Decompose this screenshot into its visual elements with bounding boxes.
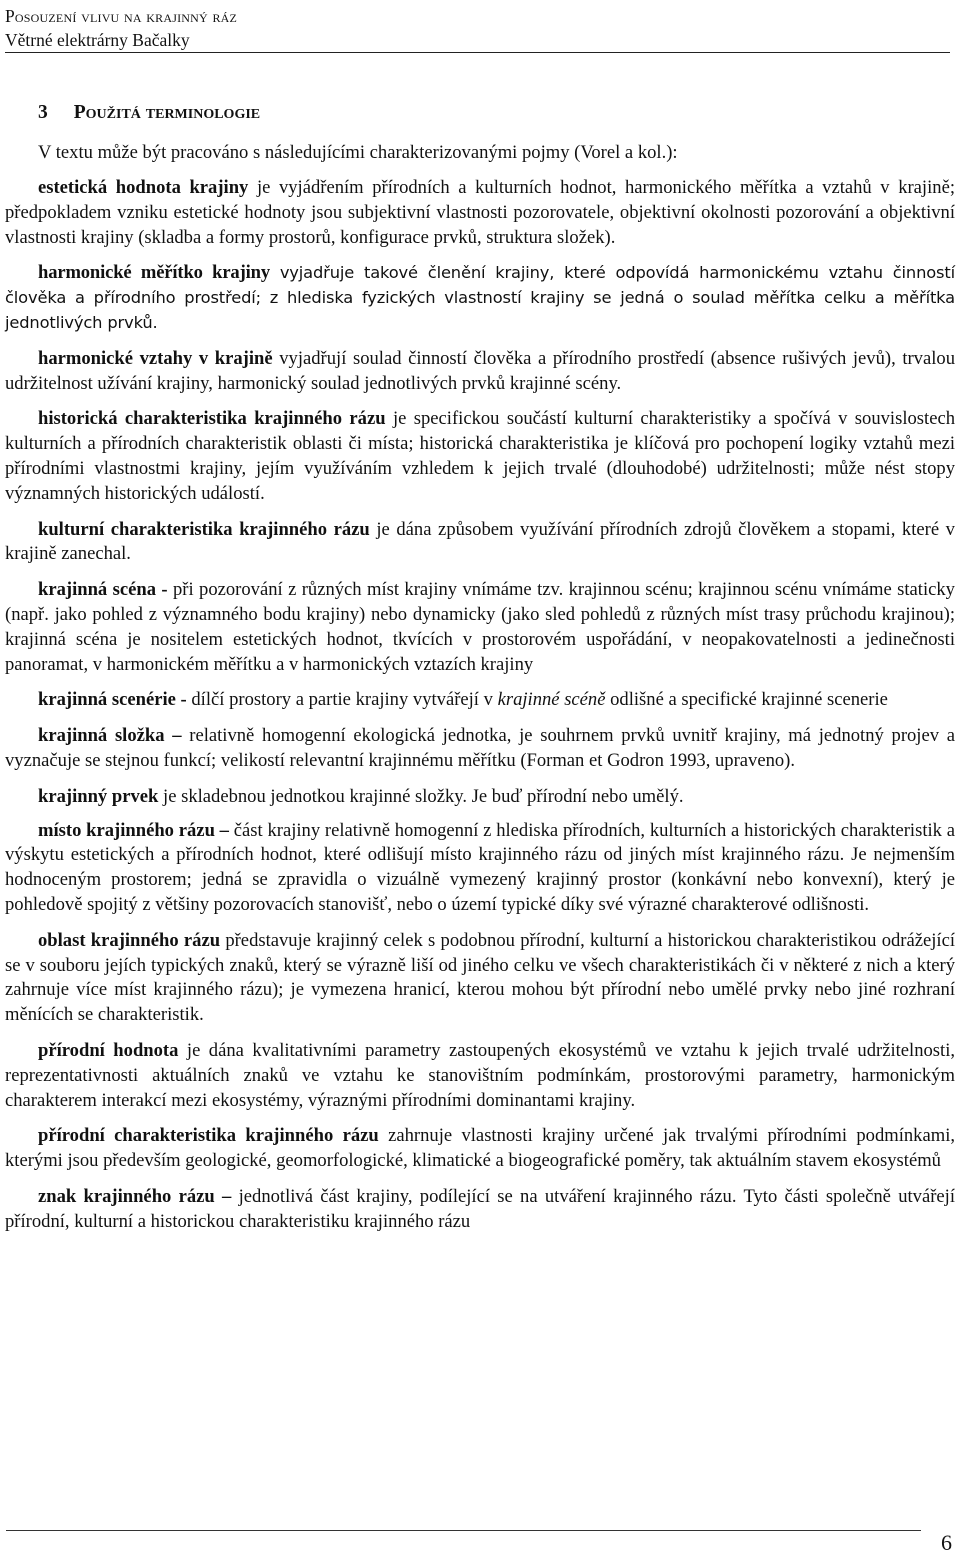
term-definition: část krajiny relativně homogenní z hlediska přírodních, kulturních a historických charakteristik a výskytu estetických a přírodních hodnot, které odlišují místo krajinného rázu od jiných míst krajinného rázu. Je nejmenším hodnoceným prostorem; jedná se zpravidla o vizuálně vymezený krajinný prostor (konkávní nebo konvexní), který je pohledově spojitý z většiny pozorovacích stanovišť, nebo o území typické díky své výrazné charakterové odlišnosti.	[5, 819, 955, 915]
term-paragraph	[5, 1185, 955, 1235]
term-definition: při pozorování z různých míst krajiny vnímáme tzv. krajinnou scénu; krajinnou scénu vnímáme staticky (např. jako pohled z významného bodu krajiny) nebo dynamicky (jako sled pohledů z různých míst trasy průchodu krajinou); krajinná scéna je nositelem estetických hodnot, tkvících v prostorovém uspořádání, v neopakovatelnosti a jedinečnosti panoramat, v harmonickém měřítku a v harmonických vztazích krajiny	[5, 579, 955, 675]
term-paragraph	[5, 407, 955, 506]
term-name: historická charakteristika krajinného rázu	[38, 408, 386, 430]
term-name: oblast krajinného rázu	[38, 929, 221, 951]
term-paragraph	[5, 578, 955, 677]
footer-divider	[6, 1530, 921, 1531]
term-definition: vyjadřuje takové členění krajiny, které odpovídá harmonickému vztahu činností člověka a přírodního prostředí; z hlediska fyzických vlastností krajiny se jedná o soulad měřítka celku a měřítka jednotlivých prvků.	[5, 263, 955, 332]
term-name: místo krajinného rázu –	[38, 819, 229, 841]
term-paragraph	[5, 929, 955, 1028]
term-definition: je dána kvalitativními parametry zastoupených ekosystémů ve vztahu k jejich trvalé udržitelnosti, reprezentativnosti aktuálních znaků ve vztahu ke stanovištním podmínkám, prostorovými parametry, harmonickým charakterem interakcí mezi ekosystémy, výraznými přírodními dominantami krajiny.	[5, 1039, 956, 1111]
document-title: Posouzení vlivu na krajinný ráz	[5, 6, 238, 26]
term-definition: dílčí prostory a partie krajiny vytvářejí v	[186, 689, 498, 711]
term-definition: je skladebnou jednotkou krajinné složky. Je buď přírodní nebo umělý.	[158, 785, 684, 807]
term-italic-phrase: krajinné scéně	[497, 689, 606, 711]
term-name: krajinná složka –	[38, 725, 182, 747]
section-number: 3	[38, 102, 48, 123]
term-name: krajinná scenérie -	[38, 689, 187, 711]
term-definition: je specifickou součástí kulturní charakteristiky a spočívá v souvislostech kulturních a přírodních charakteristik oblasti či místa; historická charakteristika je klíčová pro pochopení logiky vztahů mezi přírodními vlastnostmi krajiny, jejím využíváním vzhledem k jejich trvalé (dlouhodobé) udržitelnosti; může nést stopy významných historických událostí.	[5, 408, 955, 504]
term-paragraph	[5, 347, 955, 397]
term-definition: vyjadřují soulad činností člověka a přírodního prostředí (absence rušivých jevů), trvalou udržitelnost užívání krajiny, harmonický soulad jednotlivých prvků krajinné scény.	[5, 347, 955, 394]
section-heading	[38, 100, 260, 126]
term-paragraph	[5, 724, 955, 774]
term-name: harmonické vztahy v krajině	[38, 347, 273, 369]
term-definition: zahrnuje vlastnosti krajiny určené jak trvalými přírodními podmínkami, kterými jsou především geologické, geomorfologické, klimatické a biogeografické poměry, tak aktuálním stavem ekosystémů	[5, 1125, 956, 1172]
term-paragraph	[5, 261, 955, 335]
term-paragraph	[5, 688, 955, 713]
term-name: přírodní hodnota	[38, 1039, 179, 1061]
term-name: estetická hodnota krajiny	[38, 177, 249, 198]
term-name: znak krajinného rázu –	[38, 1185, 232, 1207]
term-paragraph	[5, 518, 955, 568]
term-definition-end: odlišné a specifické krajinné scenerie	[605, 689, 888, 711]
term-name: krajinný prvek	[38, 785, 159, 807]
document-subtitle: Větrné elektrárny Bačalky	[5, 30, 190, 50]
term-name: harmonické měřítko krajiny	[38, 262, 270, 284]
term-paragraph	[5, 785, 955, 810]
term-name: přírodní charakteristika krajinného rázu	[38, 1125, 379, 1147]
term-definition: je vyjádřením přírodních a kulturních hodnot, harmonického měřítka a vztahů v krajině; předpokladem vzniku estetické hodnoty jsou subjektivní vlastnosti pozorovatele, objektivní okolnosti pozorování a objektivní vlastnosti krajiny (skladba a formy prostorů, konfigurace prvků, struktura složek).	[5, 177, 955, 248]
term-paragraph	[5, 819, 955, 918]
term-definition: relativně homogenní ekologická jednotka, je souhrnem prvků uvnitř krajiny, má jednotný projev a vyznačuje se stejnou funkcí; velikostí relevantní krajinnému měřítku (Forman et Godron 1993, upraveno).	[5, 725, 955, 771]
term-definition: jednotlivá část krajiny, podílející se na utváření krajinného rázu. Tyto části společně utvářejí přírodní, kulturní a historickou charakteristiku krajinného rázu	[5, 1185, 955, 1232]
term-paragraph	[5, 176, 955, 250]
term-paragraph	[5, 1124, 955, 1174]
page-header	[5, 4, 945, 52]
term-definition: představuje krajinný celek s podobnou přírodní, kulturní a historickou charakteristikou odrážející se v souboru jejích typických znaků, který se výrazně liší od jiného celku ve všech charakteristikách či v některé z nich a který zahrnuje více míst krajinného rázu); je vymezena hranicí, kterou mohou být přírodní nebo umělé prvky nebo jiné rozhraní měnících se charakteristik.	[5, 929, 955, 1026]
term-name: kulturní charakteristika krajinného rázu	[38, 518, 370, 540]
term-name: krajinná scéna -	[38, 579, 168, 601]
section-title: Použitá terminologie	[73, 102, 261, 123]
header-divider	[5, 52, 950, 53]
terminology-list	[5, 176, 955, 1245]
page-number: 6	[941, 1530, 952, 1555]
term-definition: je dána způsobem využívání přírodních zdrojů člověkem a stopami, které v krajině zanechal.	[5, 518, 955, 565]
intro-paragraph: V textu může být pracováno s následujícími charakterizovanými pojmy (Vorel a kol.):	[38, 142, 678, 163]
term-paragraph	[5, 1039, 955, 1113]
